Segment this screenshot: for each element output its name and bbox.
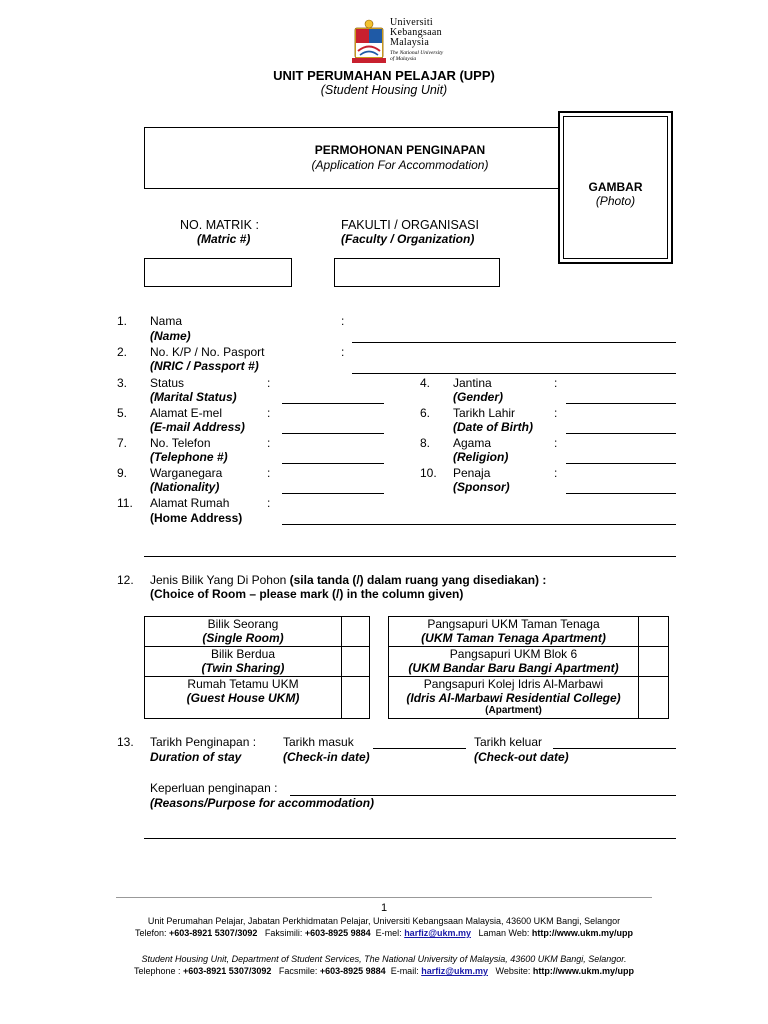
dob-input-line[interactable]	[566, 433, 676, 434]
matric-label: NO. MATRIK :	[180, 218, 259, 232]
nationality-input-line[interactable]	[282, 493, 384, 494]
room-row	[145, 647, 370, 677]
room-option-twin	[145, 647, 342, 677]
field-number-home-address: 11.	[117, 496, 133, 510]
gender-input-line[interactable]	[566, 403, 676, 404]
room-row	[389, 617, 669, 647]
room-row	[145, 617, 370, 647]
room-choice-subheading: (Choice of Room – please mark (/) in the column given)	[150, 587, 464, 601]
room-sub: (Twin Sharing)	[201, 661, 285, 675]
university-name-line-1: Universiti	[390, 17, 433, 28]
university-tagline-line-2: of Malaysia	[390, 56, 417, 62]
fax-label: Facsmile:	[271, 966, 320, 976]
checkout-label: Tarikh keluar	[474, 735, 543, 749]
field-sublabel-home-address: (Home Address)	[150, 511, 243, 525]
field-label-home-address: Alamat Rumah	[150, 496, 230, 510]
room-option-idris-al-marbawi	[389, 677, 639, 719]
ukm-logo	[352, 18, 452, 66]
name-input-line[interactable]	[352, 342, 676, 343]
university-tagline	[390, 50, 443, 62]
faculty-sublabel: (Faculty / Organization)	[341, 232, 475, 246]
room-name: Pangsapuri UKM Taman Tenaga	[427, 617, 600, 631]
checkout-sublabel: (Check-out date)	[474, 750, 569, 764]
room-choice-heading-instruction: (sila tanda (/) dalam ruang yang disediakan) :	[289, 573, 547, 587]
fax-value: +603-8925 9884	[319, 966, 386, 976]
field-number-email: 5.	[117, 406, 128, 420]
field-number-sponsor: 10.	[420, 466, 437, 480]
footer-english-address: Student Housing Unit, Department of Student Services, The National University of Malaysia, 43600 UKM Bangi, Selangor.	[141, 954, 627, 964]
matric-input[interactable]	[144, 258, 292, 287]
field-sublabel-gender: (Gender)	[453, 390, 504, 404]
colon: :	[554, 406, 558, 420]
room-row	[389, 647, 669, 677]
field-sublabel-nric: (NRIC / Passport #)	[150, 359, 259, 373]
faculty-input[interactable]	[334, 258, 500, 287]
room-option-taman-tenaga	[389, 617, 639, 647]
checkin-label: Tarikh masuk	[283, 735, 354, 749]
photo-sublabel: (Photo)	[595, 194, 636, 208]
purpose-sublabel: (Reasons/Purpose for accommodation)	[150, 796, 375, 810]
tel-label: Telefon:	[134, 928, 169, 938]
room-name: Bilik Seorang	[207, 617, 279, 631]
room-sub: (UKM Taman Tenaga Apartment)	[421, 631, 606, 645]
application-subtitle: (Application For Accommodation)	[311, 158, 489, 172]
field-number-gender: 4.	[420, 376, 431, 390]
fax-label: Faksimili:	[257, 928, 305, 938]
room-mark-idris-al-marbawi[interactable]	[639, 677, 669, 719]
web-label: Laman Web:	[470, 928, 532, 938]
room-sub: (Guest House UKM)	[186, 691, 300, 705]
web-link[interactable]: http://www.ukm.my/upp	[531, 928, 634, 938]
room-mark-single[interactable]	[342, 617, 370, 647]
home-address-input-line-2[interactable]	[144, 556, 676, 557]
colon: :	[341, 345, 345, 359]
field-label-telephone: No. Telefon	[150, 436, 211, 450]
room-option-single	[145, 617, 342, 647]
application-title: PERMOHONAN PENGINAPAN	[314, 143, 486, 157]
room-name: Pangsapuri UKM Blok 6	[449, 647, 578, 661]
field-number-room-choice: 12.	[117, 573, 134, 587]
room-sub: (Single Room)	[202, 631, 284, 645]
stay-label: Tarikh Penginapan :	[150, 735, 257, 749]
purpose-input-line-2[interactable]	[144, 838, 676, 839]
field-sublabel-sponsor: (Sponsor)	[453, 480, 510, 494]
colon: :	[554, 466, 558, 480]
purpose-input-line-1[interactable]	[290, 795, 676, 796]
field-sublabel-name: (Name)	[150, 329, 191, 343]
field-label-dob: Tarikh Lahir	[453, 406, 516, 420]
checkin-sublabel: (Check-in date)	[283, 750, 370, 764]
room-name: Rumah Tetamu UKM	[187, 677, 299, 691]
tel-value: +603-8921 5307/3092	[169, 928, 258, 938]
field-label-status: Status	[150, 376, 185, 390]
field-label-sponsor: Penaja	[453, 466, 491, 480]
colon: :	[267, 406, 271, 420]
email-link[interactable]: harfiz@ukm.my	[421, 966, 488, 976]
field-sublabel-dob: (Date of Birth)	[453, 420, 533, 434]
room-mark-blok-6[interactable]	[639, 647, 669, 677]
field-number-dob: 6.	[420, 406, 431, 420]
page-number: 1	[380, 902, 388, 914]
stay-sublabel: Duration of stay	[150, 750, 242, 764]
nric-input-line[interactable]	[352, 373, 676, 374]
university-tagline-line-1: The National University	[390, 50, 444, 56]
university-name-line-3: Malaysia	[390, 37, 430, 48]
home-address-input-line-1[interactable]	[282, 524, 676, 525]
field-number-telephone: 7.	[117, 436, 128, 450]
room-mark-taman-tenaga[interactable]	[639, 617, 669, 647]
checkout-input-line[interactable]	[553, 748, 676, 749]
room-sub-2: (Apartment)	[485, 705, 542, 716]
room-option-guest-house	[145, 677, 342, 719]
university-name	[390, 18, 442, 48]
field-sublabel-status: (Marital Status)	[150, 390, 237, 404]
field-number-nationality: 9.	[117, 466, 128, 480]
room-sub: (UKM Bandar Baru Bangi Apartment)	[408, 661, 619, 675]
checkin-input-line[interactable]	[373, 748, 466, 749]
field-label-religion: Agama	[453, 436, 492, 450]
room-sub: (Idris Al-Marbawi Residential College)	[406, 691, 621, 705]
field-number-name: 1.	[117, 314, 128, 328]
field-label-gender: Jantina	[453, 376, 492, 390]
email-input-line[interactable]	[282, 433, 384, 434]
field-label-nric: No. K/P / No. Pasport	[150, 345, 265, 359]
colon: :	[554, 376, 558, 390]
room-row	[389, 677, 669, 719]
colon: :	[267, 436, 271, 450]
photo-label: GAMBAR	[588, 180, 643, 194]
field-sublabel-telephone: (Telephone #)	[150, 450, 228, 464]
fax-value: +603-8925 9884	[304, 928, 371, 938]
web-link[interactable]: http://www.ukm.my/upp	[532, 966, 635, 976]
field-number-stay: 13.	[117, 735, 134, 749]
footer-divider	[116, 897, 652, 898]
room-row	[145, 677, 370, 719]
sponsor-input-line[interactable]	[566, 493, 676, 494]
field-sublabel-nationality: (Nationality)	[150, 480, 220, 494]
university-name-line-2: Kebangsaan	[390, 27, 442, 38]
field-number-nric: 2.	[117, 345, 128, 359]
tel-label: Telephone :	[133, 966, 184, 976]
footer-malay-contact	[0, 928, 768, 938]
email-label: E-mail:	[385, 966, 422, 976]
field-label-nationality: Warganegara	[150, 466, 223, 480]
field-number-status: 3.	[117, 376, 128, 390]
room-mark-twin[interactable]	[342, 647, 370, 677]
religion-input-line[interactable]	[566, 463, 676, 464]
colon: :	[267, 496, 271, 510]
room-table-right	[388, 616, 669, 719]
matric-sublabel: (Matric #)	[197, 232, 251, 246]
colon: :	[554, 436, 558, 450]
purpose-label: Keperluan penginapan :	[150, 781, 278, 795]
field-label-name: Nama	[150, 314, 183, 328]
web-label: Website:	[488, 966, 533, 976]
colon: :	[341, 314, 345, 328]
room-choice-heading	[150, 573, 546, 587]
colon: :	[267, 376, 271, 390]
unit-subtitle: (Student Housing Unit)	[320, 83, 448, 97]
footer-malay-address: Unit Perumahan Pelajar, Jabatan Perkhidmatan Pelajar, Universiti Kebangsaan Malaysia, 43600 UKM Bangi, Selangor	[147, 916, 621, 926]
telephone-input-line[interactable]	[282, 463, 384, 464]
colon: :	[267, 466, 271, 480]
field-sublabel-email: (E-mail Address)	[150, 420, 245, 434]
field-sublabel-religion: (Religion)	[453, 450, 509, 464]
tel-value: +603-8921 5307/3092	[183, 966, 272, 976]
unit-title: UNIT PERUMAHAN PELAJAR (UPP)	[273, 68, 495, 83]
room-name: Pangsapuri Kolej Idris Al-Marbawi	[423, 677, 604, 691]
room-name: Bilik Berdua	[210, 647, 276, 661]
status-input-line[interactable]	[282, 403, 384, 404]
footer-english-contact	[0, 966, 768, 976]
ukm-crest-icon	[352, 18, 386, 64]
email-link[interactable]: harfiz@ukm.my	[404, 928, 471, 938]
field-label-email: Alamat E-mel	[150, 406, 223, 420]
room-mark-guest-house[interactable]	[342, 677, 370, 719]
room-table-left	[144, 616, 370, 719]
field-number-religion: 8.	[420, 436, 431, 450]
room-option-blok-6	[389, 647, 639, 677]
faculty-label: FAKULTI / ORGANISASI	[341, 218, 479, 232]
room-choice-heading-plain: Jenis Bilik Yang Di Pohon	[150, 573, 290, 587]
email-label: E-mel:	[370, 928, 405, 938]
